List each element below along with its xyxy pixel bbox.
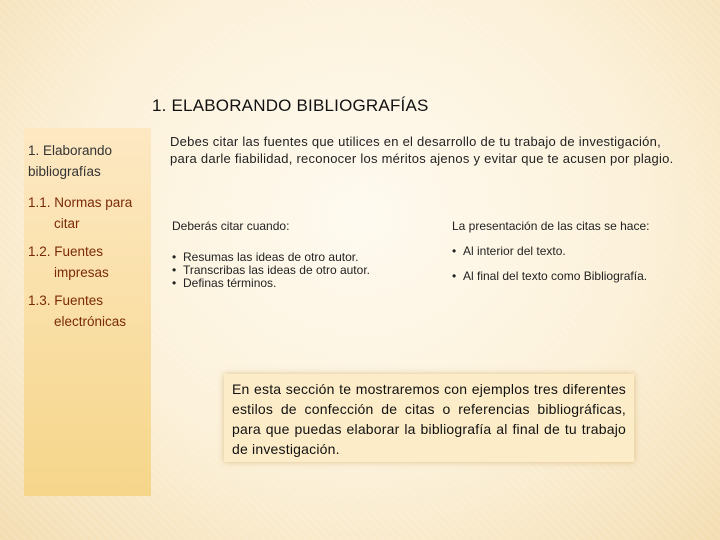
note-text: En esta sección te mostraremos con ejemplos tres diferentes estilos de confección de citas o referencias bibliográficas, para que puedas elaborar la bibliografía al final de tu trabajo de investigación. [232, 381, 626, 457]
cite-when-heading: Deberás citar cuando: [172, 219, 290, 233]
list-item: • Definas términos. [172, 277, 422, 290]
sidebar-item-label: electrónicas [54, 314, 127, 329]
list-item: • Transcribas las ideas de otro autor. [172, 264, 422, 277]
presentation-section [452, 219, 702, 295]
sidebar-item-label: 1. Elaborando [28, 143, 113, 158]
list-item: • Al final del texto como Bibliografía. [452, 270, 702, 283]
intro-paragraph: Debes citar las fuentes que utilices en el desarrollo de tu trabajo de investigación, para darle fiabilidad, reconocer los méritos ajenos y evitar que te acusen por plagio. [170, 134, 674, 166]
sidebar-item-normas-para-citar[interactable] [28, 192, 151, 234]
sidebar-nav [24, 128, 151, 496]
list-item: • Al interior del texto. [452, 245, 702, 258]
sidebar-item-label: 1.3. Fuentes [28, 293, 104, 308]
slide-title: 1. ELABORANDO BIBLIOGRAFÍAS [152, 96, 429, 115]
sidebar-item-fuentes-impresas[interactable] [28, 241, 151, 283]
sidebar-item-label: 1.2. Fuentes [28, 244, 104, 259]
list-item: • Resumas las ideas de otro autor. [172, 251, 422, 264]
cite-when-section [172, 219, 422, 290]
presentation-heading: La presentación de las citas se hace: [452, 219, 650, 233]
note-box [224, 374, 634, 462]
presentation-list [452, 245, 702, 283]
sidebar-item-label: 1.1. Normas para [28, 195, 133, 210]
sidebar-item-label: impresas [54, 265, 109, 280]
sidebar-item-elaborando-bibliografias[interactable] [28, 140, 151, 182]
sidebar-item-label: citar [54, 216, 80, 231]
sidebar-item-label: bibliografías [28, 164, 101, 179]
sidebar-item-fuentes-electronicas[interactable] [28, 290, 151, 332]
cite-when-list [172, 251, 422, 290]
